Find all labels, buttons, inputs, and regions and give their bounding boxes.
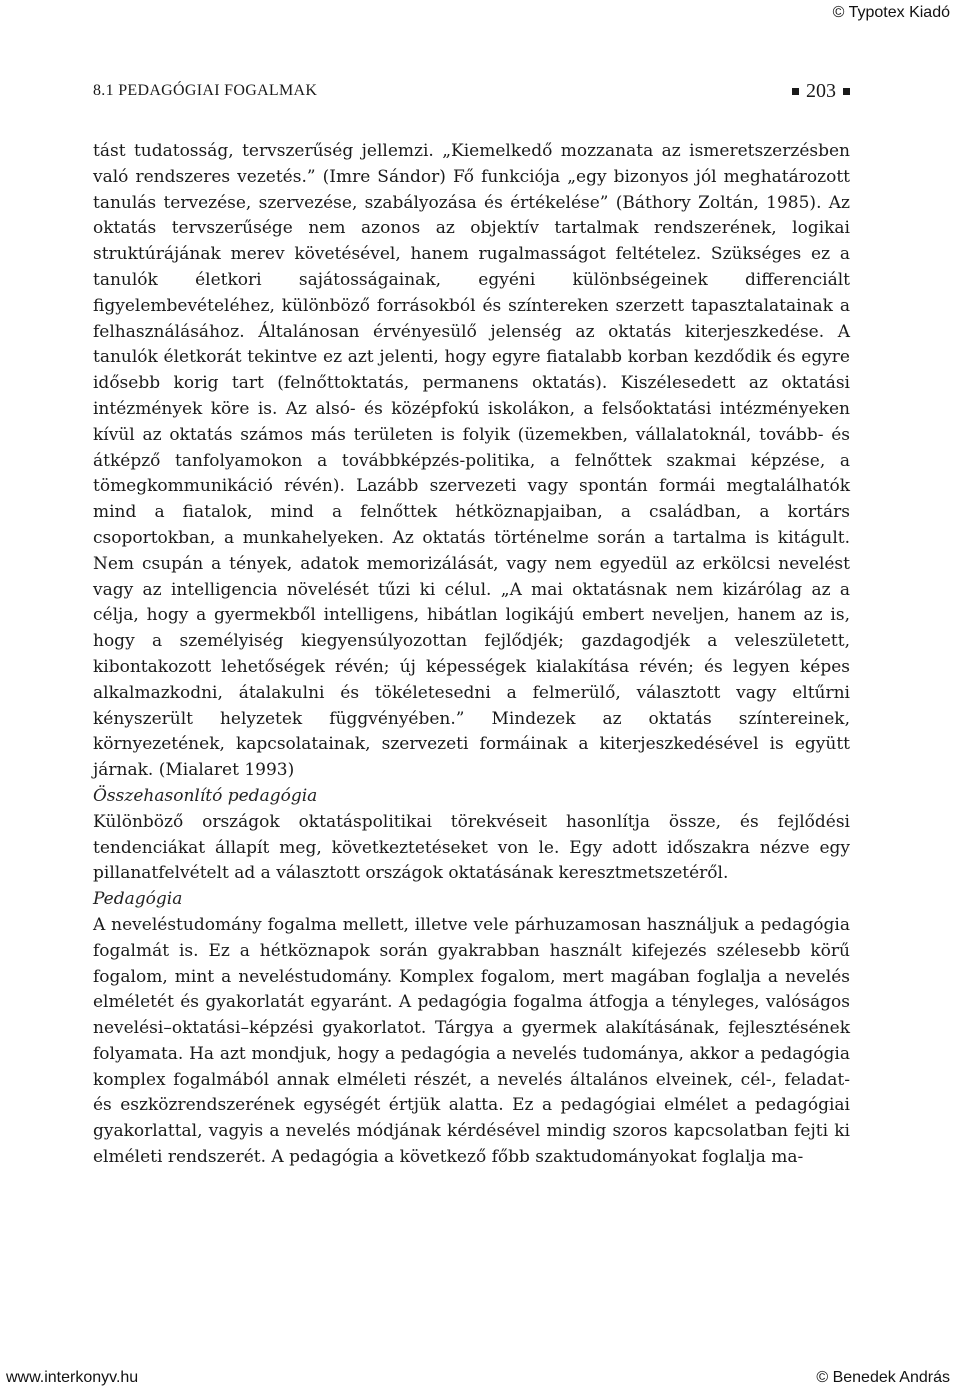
- body-paragraph: A neveléstudomány fogalma mellett, illetve vele párhuzamosan használjuk a pedagógia fogalmát is. Ez a hétköznapok során gyakrabban használt kifejezés szélesebb körű fogalom, mint a neveléstudomány. Komplex fogalom, mert magában foglalja a nevelés elméletét és gyakorlatát egyaránt. A pedagógia fogalma átfogja a tényleges, valóságos nevelési–oktatási–képzési gyakorlatot. Tárgya a gyermek alakításának, fejlesztésének folyamata. Ha azt mondjuk, hogy a pedagógia a nevelés tudománya, akkor a pedagógia komplex fogalmából annak elméleti részét, a nevelés általános elveinek, cél-, feladat- és eszközrendszerének egységét értjük alatta. Ez a pedagógiai elmélet a pedagógiai gyakorlattal, vagyis a nevelés módjának kérdésével mindig szoros kapcsolatban fejti ki elméleti rendszerét. A pedagógia a következő főbb szaktudományokat foglalja ma-: [93, 914, 850, 1168]
- section-title-pedagogia: Pedagógia: [93, 889, 183, 910]
- section-title-osszehasonlito: Összehasonlító pedagógia: [93, 785, 318, 806]
- section-heading: 8.1 PEDAGÓGIAI FOGALMAK: [93, 82, 318, 99]
- page-number-group: [792, 80, 850, 103]
- page-number: 203: [806, 80, 836, 102]
- publisher-watermark: © Typotex Kiadó: [832, 4, 950, 21]
- body-paragraph: tást tudatosság, tervszerűség jellemzi. „Kiemelkedő mozzanata az ismeretszerzésben való rendszeres vezetés.” (Imre Sándor) Fő funkciója „egy bizonyos jól meghatározott tanulás tervezése, szervezése, szabályozása és értékelése” (Báthory Zoltán, 1985). Az oktatás tervszerűsége nem azonos az objektív tartalmak rendszerének, logikai struktúrájának merev követésével, hanem rugalmasságot feltételez. Szükséges ez a tanulók életkori sajátosságainak, egyéni különbségeinek differenciált figyelembevételéhez, különböző forrásokból és színtereken szerzett tapasztalatainak a felhasználásához. Általánosan érvényesülő jelenség az oktatás kiterjeszkedése. A tanulók életkorát tekintve ez azt jelenti, hogy egyre fiatalabb korban kezdődik és egyre idősebb korig tart (felnőttoktatás, permanens oktatás). Kiszélesedett az oktatási intézmények köre is. Az alsó- és középfokú iskolákon, a felsőoktatási intézményeken kívül az oktatás számos más területen is folyik (üzemekben, vállalatoknál, tovább- és átképző tanfolyamokon a továbbképzés-politika, a felnőttek szakmai képzése, a tömegkommunikáció révén). Lazább szervezeti vagy spontán formái megtalálhatók mind a fiatalok, mind a felnőttek hétköznapjaiban, a családban, a kortárs csoportokban, a munkahelyeken. Az oktatás történelme során a tartalma is kitágult. Nem csupán a tények, adatok memorizálását, vagy nem egyedül az erkölcsi nevelést vagy az intelligencia növelését tűzi ki célul. „A mai oktatásnak nem kizárólag az a célja, hogy a gyermekből intelligens, hibátlan logikájú embert neveljen, hanem az is, hogy a személyiség kiegyensúlyozottan fejlődjék; gazdagodjék a veleszületett, kibontakozott lehetőségek révén; új képességek kialakítása révén; és legyen képes alkalmazkodni, átalakulni és tökéletesedni a felmerülő, választott vagy eltűrni kényszerült helyzetek függvényében.” Mindezek az oktatás színtereinek, környezetének, kapcsolatainak, szervezeti formáinak a kiterjeszkedésével is együtt járnak. (Mialaret 1993): [93, 141, 850, 781]
- page-body: [93, 139, 850, 1171]
- website-watermark: www.interkonyv.hu: [6, 1369, 139, 1386]
- running-head: [93, 80, 850, 103]
- square-bullet-icon: [843, 88, 850, 95]
- body-paragraph: Különböző országok oktatáspolitikai törekvéseit hasonlítja össze, és fejlődési tendenciákat állapít meg, következtetéseket von le. Egy adott időszakra nézve egy pillanatfelvételt ad a választott országok oktatásának keresztmetszetéről.: [93, 811, 850, 884]
- square-bullet-icon: [792, 88, 799, 95]
- author-watermark: © Benedek András: [816, 1369, 950, 1386]
